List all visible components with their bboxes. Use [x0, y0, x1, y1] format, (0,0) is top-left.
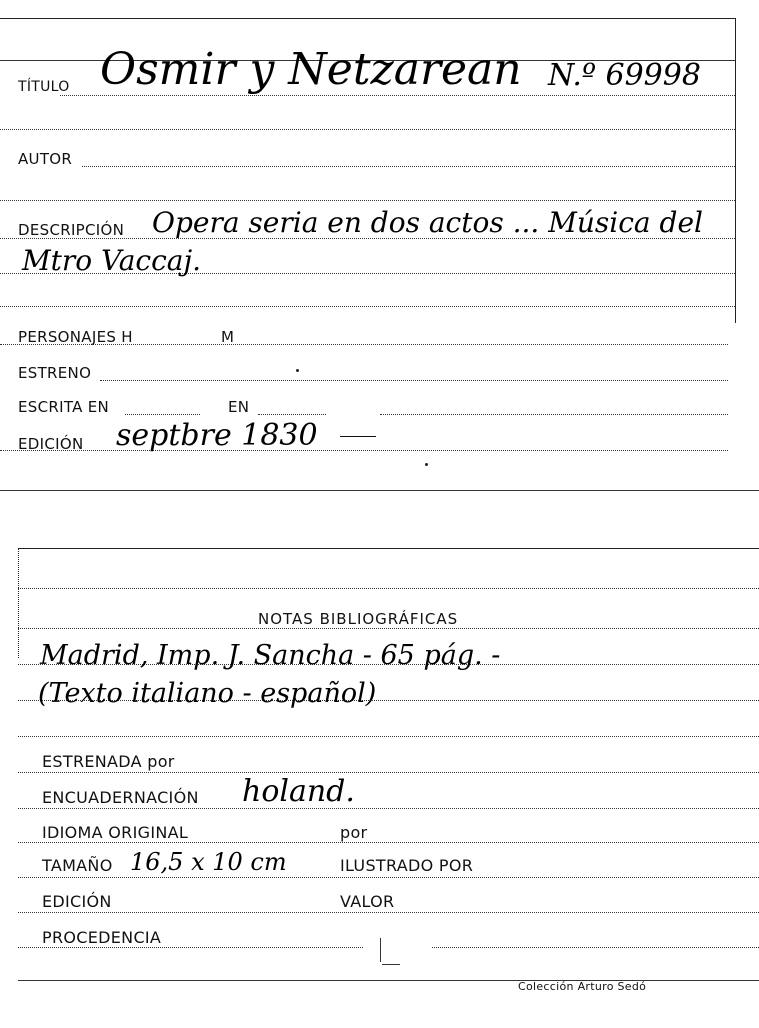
ilustrado-label: ILUSTRADO POR — [340, 856, 474, 875]
procedencia-label: PROCEDENCIA — [42, 928, 162, 947]
rule-tamano — [18, 877, 759, 878]
estreno-label: ESTRENO — [18, 364, 92, 382]
idioma-label: IDIOMA ORIGINAL — [42, 823, 189, 842]
top-card-right-border — [735, 18, 736, 323]
estrenada-label: ESTRENADA por — [42, 752, 175, 771]
edicion-value: septbre 1830 — [116, 418, 318, 453]
edicion-b-label: EDICIÓN — [42, 892, 112, 911]
stamp-dash — [382, 964, 400, 965]
rule-escrita — [125, 414, 200, 415]
rule-encuadernacion — [18, 808, 759, 809]
speck — [425, 463, 428, 466]
edicion-dash — [340, 436, 376, 437]
personajes-h-label: PERSONAJES H — [18, 328, 133, 346]
rule-escrita-right — [380, 414, 728, 415]
descripcion-value-line2: Mtro Vaccaj. — [22, 244, 202, 277]
tamano-label: TAMAÑO — [42, 856, 113, 875]
rule-estreno — [100, 380, 728, 381]
rule-autor — [82, 166, 735, 167]
rule-procedencia — [18, 947, 363, 948]
titulo-label: TÍTULO — [18, 79, 70, 95]
tamano-value: 16,5 x 10 cm — [130, 848, 287, 876]
encuadernacion-value: holand. — [242, 774, 355, 809]
rule-notes-3 — [18, 736, 759, 737]
top-card-top-border — [0, 18, 735, 19]
titulo-value: Osmir y Netzarean — [100, 44, 522, 95]
rule-edicion-b — [18, 912, 759, 913]
por-label: por — [340, 823, 368, 842]
autor-label: AUTOR — [18, 150, 73, 168]
rule-procedencia-right — [432, 947, 759, 948]
rule-heading — [18, 628, 759, 629]
rule-edicion — [0, 450, 728, 451]
encuadernacion-label: ENCUADERNACIÓN — [42, 788, 199, 807]
descripcion-value-line1: Opera seria en dos actos ... Música del — [152, 206, 703, 239]
top-card-bottom-edge — [0, 490, 759, 491]
personajes-m-label: M — [221, 328, 235, 346]
en-label: EN — [228, 398, 250, 416]
escrita-en-label: ESCRITA EN — [18, 398, 110, 416]
bottom-card-top-border — [18, 548, 759, 549]
rule-8 — [0, 306, 735, 307]
bottom-card — [0, 540, 759, 1028]
notes-line2: (Texto italiano - español) — [38, 678, 377, 709]
stamp-mark — [380, 938, 381, 962]
valor-label: VALOR — [340, 892, 395, 911]
bottom-card-left-border — [18, 548, 19, 658]
rule-idioma — [18, 842, 759, 843]
collection-footer: Colección Arturo Sedó — [518, 980, 647, 993]
bottom-card-bottom-edge — [18, 980, 759, 981]
rule-estrenada — [18, 772, 759, 773]
notas-heading: NOTAS BIBLIOGRÁFICAS — [258, 610, 459, 628]
rule-3 — [0, 129, 735, 130]
rule-titulo — [60, 95, 735, 96]
rule-5 — [0, 200, 735, 201]
descripcion-label: DESCRIPCIÓN — [18, 221, 125, 239]
titulo-number: N.º 69998 — [548, 58, 701, 93]
speck — [296, 369, 299, 372]
rule-b1 — [18, 588, 759, 589]
notes-line1: Madrid, Imp. J. Sancha - 65 pág. - — [40, 640, 501, 671]
edicion-label: EDICIÓN — [18, 435, 84, 453]
rule-escrita-en — [258, 414, 326, 415]
top-card — [0, 0, 759, 495]
